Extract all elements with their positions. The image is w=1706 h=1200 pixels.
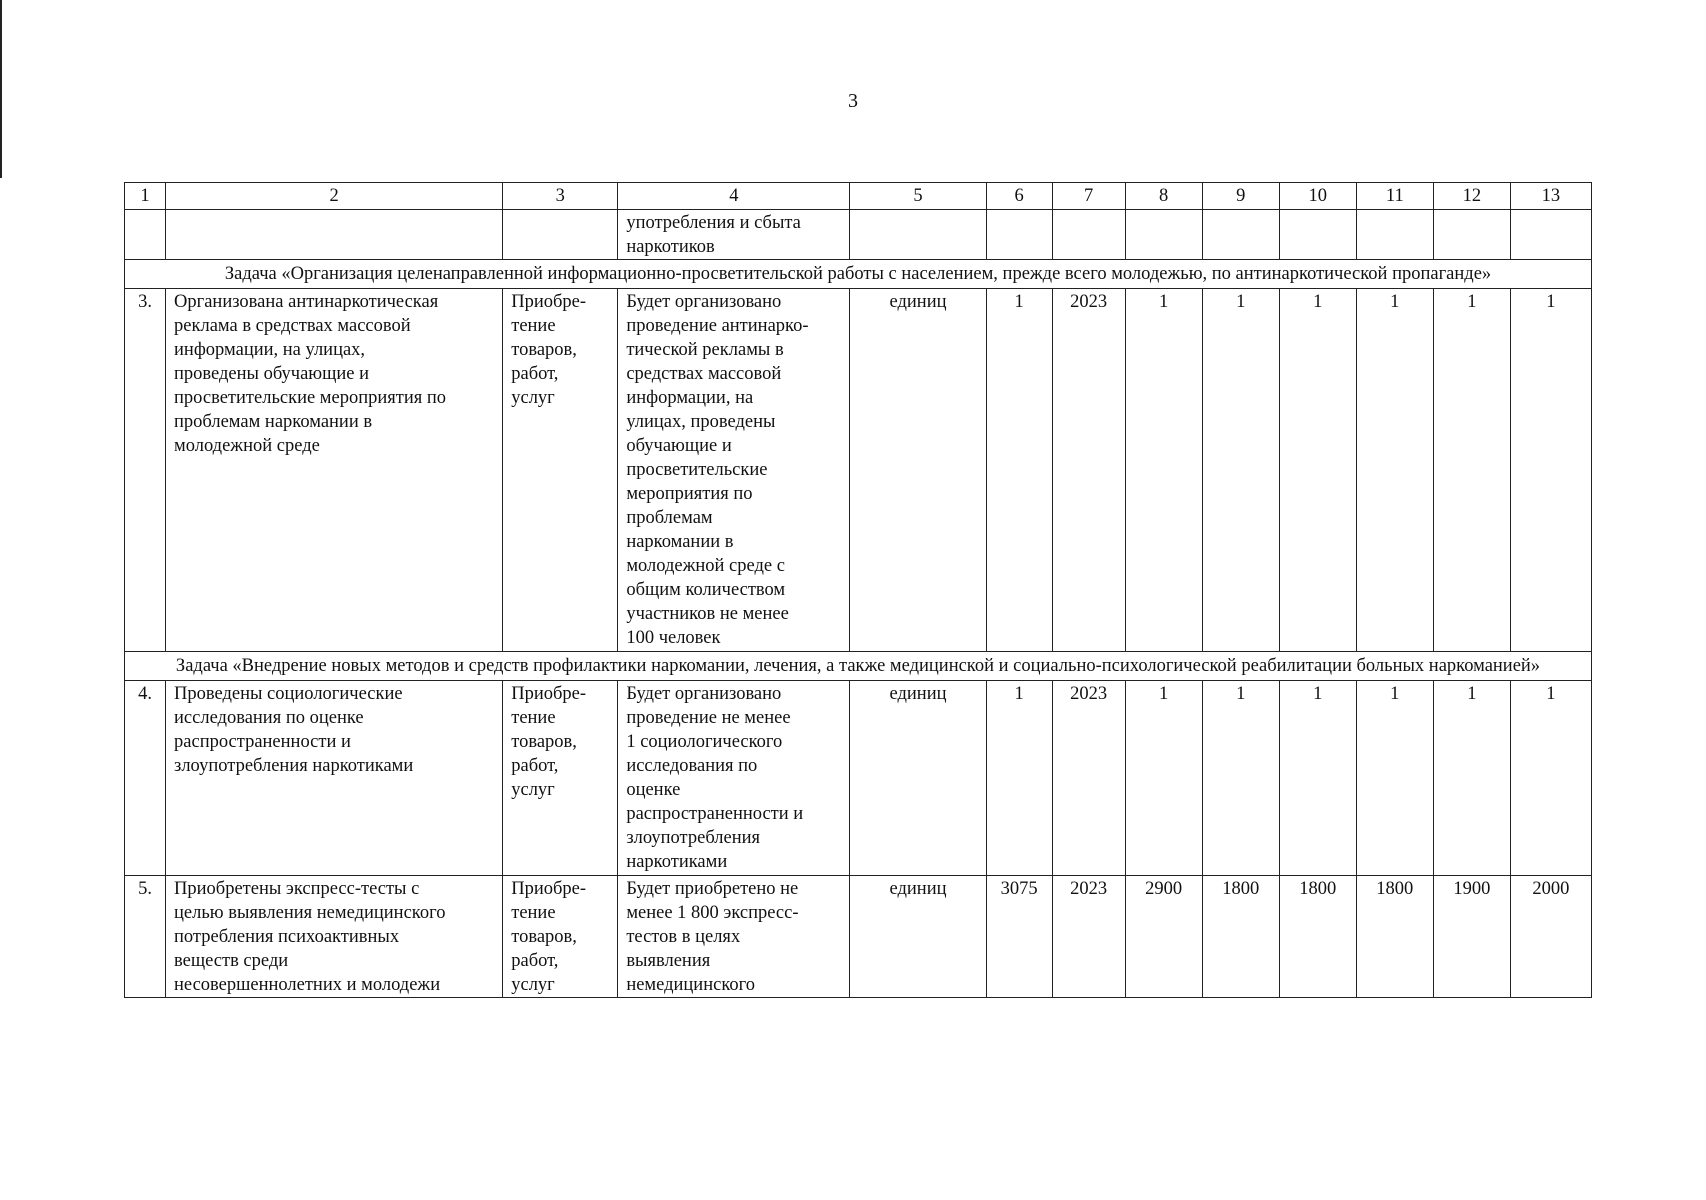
value-cell: 2000 [1510,876,1591,998]
column-number: 5 [850,183,986,210]
value-cell: 1800 [1202,876,1279,998]
table-cell [1125,210,1202,260]
value-cell: 1 [1510,289,1591,652]
value-cell: 1 [986,681,1052,876]
row-number: 5. [125,876,166,998]
value-cell: 1 [1202,681,1279,876]
value-cell: 3075 [986,876,1052,998]
value-cell: 1 [1356,681,1433,876]
table-cell [1202,210,1279,260]
value-cell: 1 [1356,289,1433,652]
column-number: 10 [1279,183,1356,210]
result-cell: Приобретены экспресс-тесты с целью выявления немедицинского потребления психоактивных веществ среди несовершеннолетних и молодежи [166,876,503,998]
value-cell: 1 [1202,289,1279,652]
description-cell: Будет приобретено не менее 1 800 экспресс- тестов в целях выявления немедицинского [618,876,850,998]
unit-cell: единиц [850,289,986,652]
column-number: 12 [1433,183,1510,210]
column-number: 2 [166,183,503,210]
row-number: 3. [125,289,166,652]
table-row [125,681,1592,876]
value-cell: 1 [1433,681,1510,876]
value-cell: 1 [1125,681,1202,876]
column-number: 7 [1052,183,1125,210]
table-cell [1510,210,1591,260]
type-cell: Приобре- тение товаров, работ, услуг [503,876,618,998]
table-cell [986,210,1052,260]
value-cell: 1 [1279,681,1356,876]
unit-cell: единиц [850,681,986,876]
column-number: 1 [125,183,166,210]
table-cell [1433,210,1510,260]
indicators-table [124,182,1592,998]
column-number: 11 [1356,183,1433,210]
value-cell: 2900 [1125,876,1202,998]
column-number: 13 [1510,183,1591,210]
value-cell: 1800 [1356,876,1433,998]
table-cell [1052,210,1125,260]
value-cell: 2023 [1052,289,1125,652]
value-cell: 1 [1433,289,1510,652]
table-cell [1279,210,1356,260]
task-row [125,652,1592,681]
table-row [125,876,1592,998]
task-heading: Задача «Организация целенаправленной информационно-просветительской работы с населением, прежде всего молодежью, по антинаркотической пропаганде» [125,260,1592,289]
column-number: 9 [1202,183,1279,210]
row-number: 4. [125,681,166,876]
description-cell: употребления и сбыта наркотиков [618,210,850,260]
description-cell: Будет организовано проведение антинарко- тической рекламы в средствах массовой информации, на улицах, проведены обучающие и просветительские мероприятия по проблемам наркомании в молодежной среде с общим количеством участников не менее 100 человек [618,289,850,652]
value-cell: 2023 [1052,876,1125,998]
description-cell: Будет организовано проведение не менее 1 социологического исследования по оценке распространенности и злоупотребления наркотиками [618,681,850,876]
column-number-row [125,183,1592,210]
value-cell: 1 [986,289,1052,652]
continuation-row [125,210,1592,260]
table-cell [166,210,503,260]
table-cell [503,210,618,260]
type-cell: Приобре- тение товаров, работ, услуг [503,289,618,652]
result-cell: Проведены социологические исследования по оценке распространенности и злоупотребления наркотиками [166,681,503,876]
column-number: 6 [986,183,1052,210]
column-number: 3 [503,183,618,210]
column-number: 8 [1125,183,1202,210]
value-cell: 1 [1279,289,1356,652]
type-cell: Приобре- тение товаров, работ, услуг [503,681,618,876]
value-cell: 1 [1125,289,1202,652]
table-row [125,289,1592,652]
scan-edge-mark [0,0,2,178]
task-row [125,260,1592,289]
value-cell: 1 [1510,681,1591,876]
task-heading: Задача «Внедрение новых методов и средств профилактики наркомании, лечения, а также медицинской и социально-психологической реабилитации больных наркоманией» [125,652,1592,681]
unit-cell: единиц [850,876,986,998]
value-cell: 2023 [1052,681,1125,876]
table-cell [1356,210,1433,260]
table-cell [850,210,986,260]
page-number: 3 [848,90,858,112]
column-number: 4 [618,183,850,210]
result-cell: Организована антинаркотическая реклама в средствах массовой информации, на улицах, проведены обучающие и просветительские мероприятия по проблемам наркомании в молодежной среде [166,289,503,652]
table-cell [125,210,166,260]
value-cell: 1900 [1433,876,1510,998]
value-cell: 1800 [1279,876,1356,998]
